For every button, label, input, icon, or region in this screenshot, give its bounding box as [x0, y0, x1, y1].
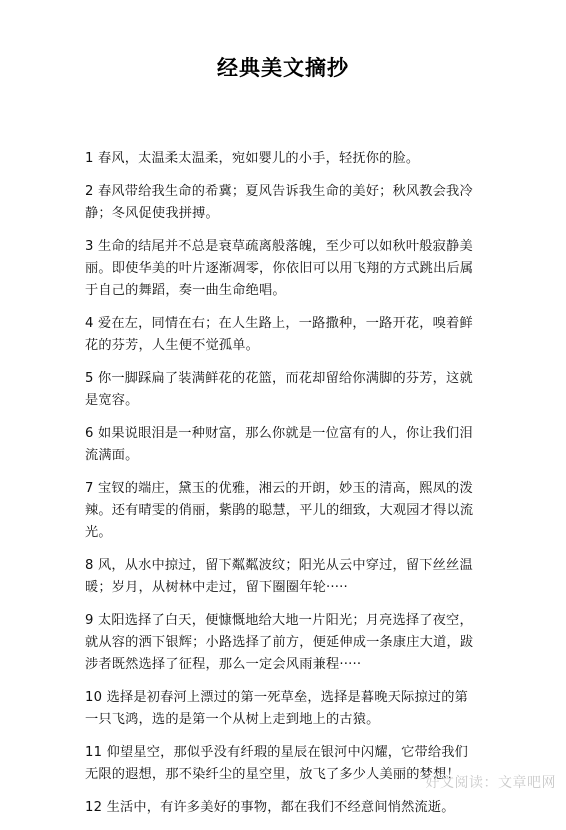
watermark: 好文阅读：文章吧网	[425, 775, 556, 791]
paragraph-12: 12 生活中，有许多美好的事物，都在我们不经意间悄然流逝。	[85, 800, 455, 815]
paragraph-7: 7 宝钗的端庄，黛玉的优雅，湘云的开朗，妙玉的清高，熙凤的泼辣。还有晴雯的俏丽，紫鹃的聪慧，平儿的细致，大观园才得以流光。	[85, 481, 474, 540]
paragraph-list	[85, 148, 480, 830]
paragraph-6: 6 如果说眼泪是一种财富，那么你就是一位富有的人，你让我们泪流满面。	[85, 426, 473, 463]
paragraph-11: 11 仰望星空，那似乎没有纤瑕的星辰在银河中闪耀，它带给我们无限的遐想，那不染纤尘的星空里，放飞了多少人美丽的梦想！	[85, 745, 469, 782]
paragraph-2: 2 春风带给我生命的希冀；夏风告诉我生命的美好；秋风教会我冷静；冬风促使我拼搏。	[85, 184, 473, 221]
paragraph-4: 4 爱在左，同情在右；在人生路上，一路撒种，一路开花，嗅着鲜花的芬芳，人生便不觉孤单。	[85, 316, 473, 353]
paragraph-1: 1 春风，太温柔太温柔，宛如婴儿的小手，轻抚你的脸。	[85, 151, 420, 166]
page-title: 经典美文摘抄	[217, 56, 349, 80]
paragraph-8: 8 风，从水中掠过，留下粼粼波纹；阳光从云中穿过，留下丝丝温暖；岁月，从树林中走过，留下圈圈年轮·····	[85, 558, 473, 595]
paragraph-9: 9 太阳选择了白天，便慷慨地给大地一片阳光；月亮选择了夜空，就从容的洒下银辉；小路选择了前方，便延伸成一条康庄大道，跋涉者既然选择了征程，那么一定会风雨兼程·····	[85, 613, 474, 672]
paragraph-3: 3 生命的结尾并不总是衰草疏离般落魄，至少可以如秋叶般寂静美丽。即使华美的叶片逐渐凋零，你依旧可以用飞翔的方式跳出后属于自己的舞蹈，奏一曲生命绝唱。	[85, 239, 474, 298]
paragraph-10: 10 选择是初春河上漂过的第一死草垒，选择是暮晚天际掠过的第一只飞鸿，选的是第一个从树上走到地上的古猿。	[85, 690, 469, 727]
paragraph-5: 5 你一脚踩扁了装满鲜花的花篮，而花却留给你满脚的芬芳，这就是宽容。	[85, 371, 473, 408]
